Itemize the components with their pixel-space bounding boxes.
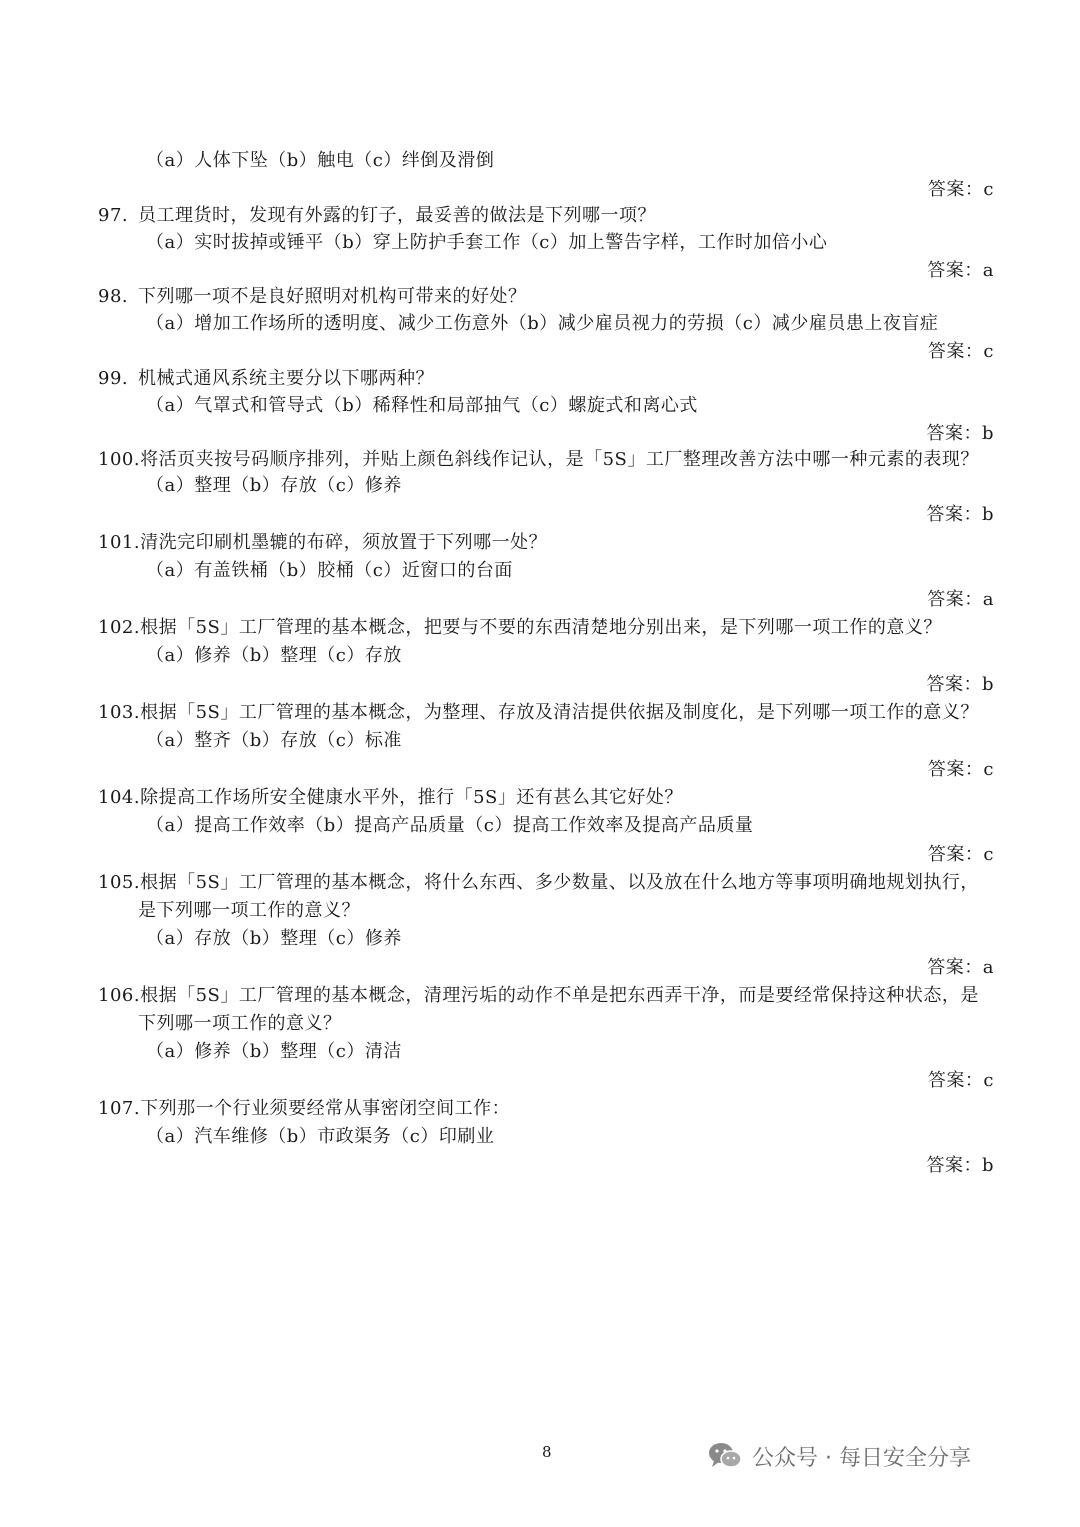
question-number: 102. [98,617,141,638]
question-number: 104. [98,787,141,808]
question-98 [98,285,527,309]
question-104 [98,786,683,810]
lead-answer: 答案：c [927,179,994,200]
answer-106: 答案：c [927,1070,994,1091]
answer-99: 答案：b [926,423,994,444]
question-number: 101. [98,532,141,553]
question-101 [98,531,547,555]
answer-105: 答案：a [927,957,994,978]
answer-98: 答案：c [927,341,994,362]
options-102: （a）修养（b）整理（c）存放 [146,645,402,666]
options-98: （a）增加工作场所的透明度、减少工伤意外（b）减少雇员视力的劳损（c）减少雇员患上夜盲症 [146,313,939,334]
watermark-label: 公众号 · 每日安全分享 [752,1445,971,1471]
answer-104: 答案：c [927,844,994,865]
answer-97: 答案：a [927,260,994,281]
question-number: 106. [98,985,141,1006]
question-number: 99. [98,368,129,389]
question-105 [98,871,979,895]
question-number: 98. [98,286,129,307]
question-99 [98,367,434,391]
answer-107: 答案：b [926,1155,994,1176]
question-107 [98,1097,510,1121]
answer-103: 答案：c [927,759,994,780]
question-102 [98,616,942,640]
question-103 [98,701,979,725]
question-text: 除提高工作场所安全健康水平外，推行「5S」还有甚么其它好处？ [140,787,683,808]
question-number: 107. [98,1098,141,1119]
question-text: 将活页夹按号码顺序排列，并贴上颜色斜线作记认，是「5S」工厂整理改善方法中哪一种元素的表现？ [140,449,979,470]
question-text: 根据「5S」工厂管理的基本概念，为整理、存放及清洁提供依据及制度化，是下列哪一项工作的意义？ [140,702,979,723]
question-text: 下列那一个行业须要经常从事密闭空间工作： [140,1098,511,1119]
question-text: 清洗完印刷机墨辘的布碎，须放置于下列哪一处？ [140,532,548,553]
question-text: 员工理货时，发现有外露的钉子，最妥善的做法是下列哪一项？ [138,205,656,226]
question-106-cont: 下列哪一项工作的意义？ [138,1013,342,1034]
page-number: 8 [542,1443,552,1461]
question-number: 97. [98,205,129,226]
question-text: 根据「5S」工厂管理的基本概念，将什么东西、多少数量、以及放在什么地方等事项明确地规划执行， [140,872,979,893]
question-text: 根据「5S」工厂管理的基本概念，清理污垢的动作不单是把东西弄干净，而是要经常保持这种状态，是 [140,985,979,1006]
answer-100: 答案：b [926,504,994,525]
answer-102: 答案：b [926,674,994,695]
question-text: 根据「5S」工厂管理的基本概念，把要与不要的东西清楚地分别出来，是下列哪一项工作的意义？ [140,617,942,638]
question-number: 103. [98,702,141,723]
options-105: （a）存放（b）整理（c）修养 [146,928,402,949]
question-number: 100. [98,449,141,470]
question-106 [98,984,979,1008]
answer-101: 答案：a [927,589,994,610]
options-107: （a）汽车维修（b）市政渠务（c）印刷业 [146,1126,495,1147]
watermark [708,1436,971,1476]
options-99: （a）气罩式和管导式（b）稀释性和局部抽气（c）螺旋式和离心式 [146,395,698,416]
options-104: （a）提高工作效率（b）提高产品质量（c）提高工作效率及提高产品质量 [146,815,754,836]
options-106: （a）修养（b）整理（c）清洁 [146,1041,402,1062]
question-105-cont: 是下列哪一项工作的意义？ [138,900,360,921]
question-97 [98,204,656,228]
options-97: （a）实时拔掉或锤平（b）穿上防护手套工作（c）加上警告字样，工作时加倍小心 [146,232,828,253]
question-100 [98,448,979,472]
lead-options: （a）人体下坠（b）触电（c）绊倒及滑倒 [146,150,495,171]
question-text: 机械式通风系统主要分以下哪两种？ [138,368,434,389]
question-text: 下列哪一项不是良好照明对机构可带来的好处？ [138,286,527,307]
options-103: （a）整齐（b）存放（c）标准 [146,730,402,751]
question-number: 105. [98,872,141,893]
wechat-icon [708,1441,742,1471]
options-100: （a）整理（b）存放（c）修养 [146,475,402,496]
options-101: （a）有盖铁桶（b）胶桶（c）近窗口的台面 [146,560,513,581]
